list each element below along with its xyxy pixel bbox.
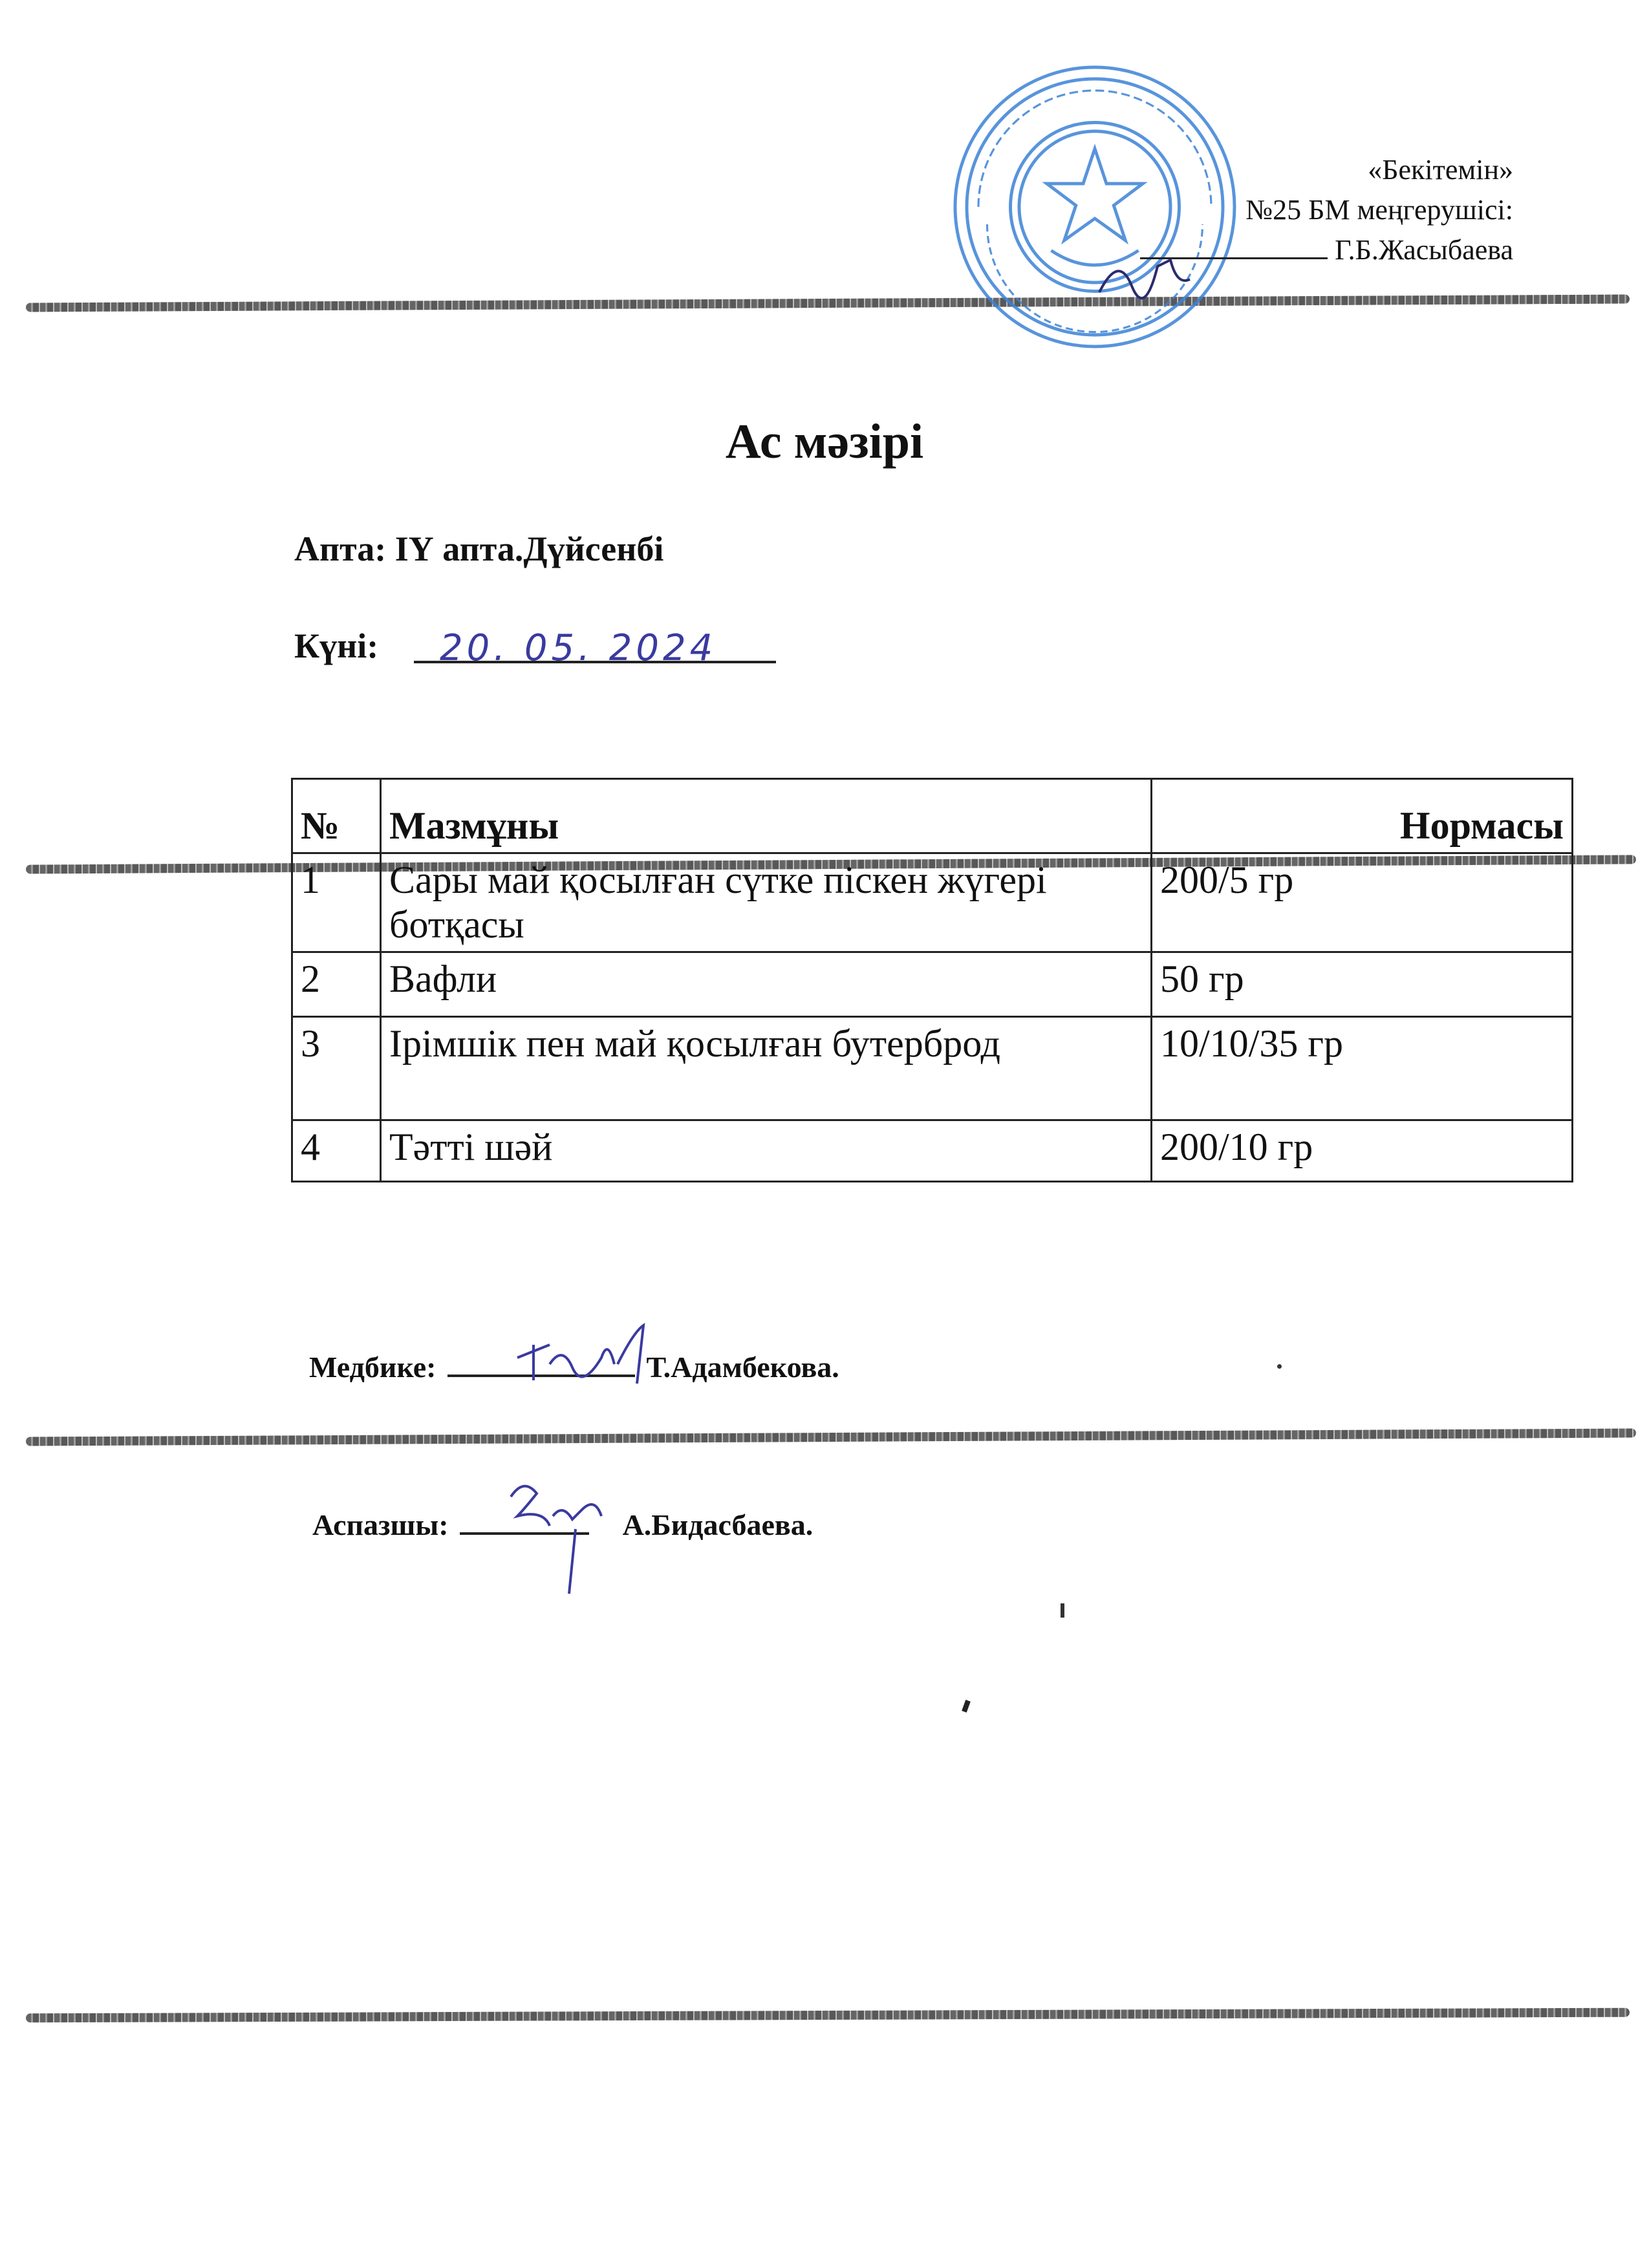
menu-table xyxy=(291,778,1573,1182)
director-signature xyxy=(1093,241,1196,305)
nurse-name: Т.Адамбекова. xyxy=(646,1351,839,1384)
scan-streak xyxy=(26,2008,1630,2023)
scan-streak xyxy=(26,1428,1636,1446)
page-title: Ас мәзірі xyxy=(725,414,924,469)
date-label: Күні: xyxy=(294,626,379,665)
row-number: 4 xyxy=(292,1120,381,1182)
row-norm: 200/10 гр xyxy=(1152,1120,1573,1182)
row-dish: Вафли xyxy=(381,952,1152,1017)
table-row xyxy=(292,1017,1573,1120)
header-number: № xyxy=(292,779,381,853)
row-number: 2 xyxy=(292,952,381,1017)
table-row xyxy=(292,952,1573,1017)
header-norm: Нормасы xyxy=(1152,779,1573,853)
cook-name: А.Бидасбаева. xyxy=(622,1508,814,1541)
approval-position: №25 БМ меңгерушісі: xyxy=(1245,194,1513,226)
header-content: Мазмұны xyxy=(381,779,1152,853)
scan-streak xyxy=(26,295,1630,312)
cook-label: Аспазшы: xyxy=(312,1508,449,1541)
scan-speck xyxy=(962,1700,971,1713)
nurse-signature xyxy=(511,1319,666,1390)
row-number: 1 xyxy=(292,853,381,952)
cook-signature xyxy=(498,1464,621,1600)
approval-title: «Бекітемін» xyxy=(1368,154,1513,186)
row-norm: 10/10/35 гр xyxy=(1152,1017,1573,1120)
scan-speck xyxy=(1277,1364,1282,1369)
table-row xyxy=(292,853,1573,952)
week-label: Апта: ІҮ апта.Дүйсенбі xyxy=(294,530,664,568)
row-norm: 200/5 гр xyxy=(1152,853,1573,952)
row-dish: Сары май қосылған сүтке піскен жүгері ботқасы xyxy=(381,853,1152,952)
nurse-label: Медбике: xyxy=(309,1351,436,1384)
table-row xyxy=(292,1120,1573,1182)
row-norm: 50 гр xyxy=(1152,952,1573,1017)
row-number: 3 xyxy=(292,1017,381,1120)
approval-name: Г.Б.Жасыбаева xyxy=(1335,234,1513,266)
table-header-row xyxy=(292,779,1573,853)
row-dish: Тәтті шәй xyxy=(381,1120,1152,1182)
scan-speck xyxy=(1061,1603,1064,1618)
row-dish: Ірімшік пен май қосылған бутерброд xyxy=(381,1017,1152,1120)
date-value: 20. 05. 2024 xyxy=(440,627,717,669)
